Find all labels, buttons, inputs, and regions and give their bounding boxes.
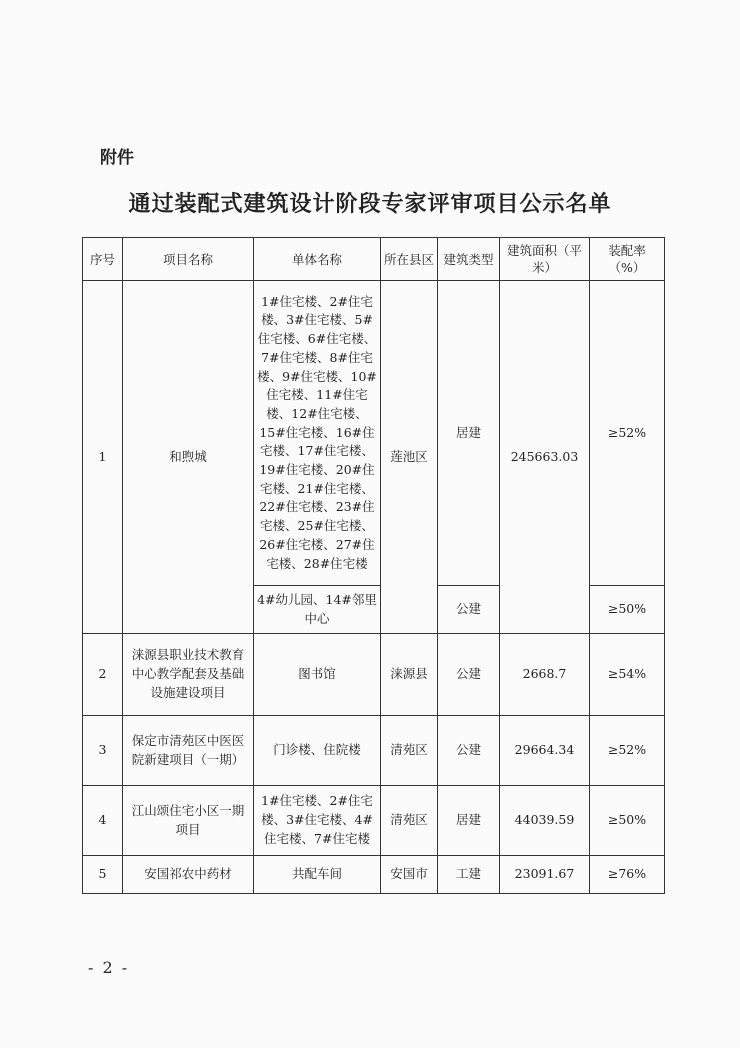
row-type: 公建 [438, 634, 500, 716]
row-project: 和煦城 [123, 281, 254, 634]
row-type: 工建 [438, 856, 500, 894]
row-rate: ≥52% [590, 281, 665, 586]
header-project: 项目名称 [123, 238, 254, 281]
row-unit: 共配车间 [254, 856, 381, 894]
row-no: 5 [83, 856, 123, 894]
row-type: 公建 [438, 716, 500, 786]
row-unit: 门诊楼、住院楼 [254, 716, 381, 786]
table-row [83, 786, 665, 856]
header-county: 所在县区 [381, 238, 438, 281]
row-project: 安国祁农中药材 [123, 856, 254, 894]
row-no: 2 [83, 634, 123, 716]
row-rate: ≥50% [590, 786, 665, 856]
row-unit: 4#幼儿园、14#邻里中心 [254, 586, 381, 634]
header-area: 建筑面积（平米） [500, 238, 590, 281]
row-rate: ≥54% [590, 634, 665, 716]
row-rate: ≥76% [590, 856, 665, 894]
header-no: 序号 [83, 238, 123, 281]
table-row [83, 634, 665, 716]
table-row [83, 856, 665, 894]
table-row [83, 716, 665, 786]
page-number: - 2 - [88, 958, 130, 977]
row-project: 保定市清苑区中医医院新建项目（一期） [123, 716, 254, 786]
row-area: 245663.03 [500, 281, 590, 634]
row-no: 1 [83, 281, 123, 634]
row-county: 清苑区 [381, 786, 438, 856]
row-type: 居建 [438, 281, 500, 586]
row-county: 安国市 [381, 856, 438, 894]
row-no: 4 [83, 786, 123, 856]
row-county: 涞源县 [381, 634, 438, 716]
header-unit: 单体名称 [254, 238, 381, 281]
row-rate: ≥52% [590, 716, 665, 786]
row-project: 江山颂住宅小区一期项目 [123, 786, 254, 856]
document-title: 通过装配式建筑设计阶段专家评审项目公示名单 [128, 191, 612, 217]
row-unit: 图书馆 [254, 634, 381, 716]
row-no: 3 [83, 716, 123, 786]
row-area: 29664.34 [500, 716, 590, 786]
row-rate: ≥50% [590, 586, 665, 634]
project-table [82, 237, 665, 894]
row-area: 2668.7 [500, 634, 590, 716]
row-county: 莲池区 [381, 281, 438, 634]
header-rate: 装配率（%） [590, 238, 665, 281]
row-type: 公建 [438, 586, 500, 634]
row-area: 44039.59 [500, 786, 590, 856]
table-row [83, 281, 665, 586]
row-unit: 1#住宅楼、2#住宅楼、3#住宅楼、5#住宅楼、6#住宅楼、7#住宅楼、8#住宅楼、9#住宅楼、10#住宅楼、11#住宅楼、12#住宅楼、15#住宅楼、16#住宅楼、17#住宅楼、19#住宅楼、20#住宅楼、21#住宅楼、22#住宅楼、23#住宅楼、25#住宅楼、26#住宅楼、27#住宅楼、28#住宅楼 [254, 281, 381, 586]
header-type: 建筑类型 [438, 238, 500, 281]
row-county: 清苑区 [381, 716, 438, 786]
row-unit: 1#住宅楼、2#住宅楼、3#住宅楼、4#住宅楼、7#住宅楼 [254, 786, 381, 856]
row-type: 居建 [438, 786, 500, 856]
row-area: 23091.67 [500, 856, 590, 894]
table-header-row [83, 238, 665, 281]
row-project: 涞源县职业技术教育中心教学配套及基础设施建设项目 [123, 634, 254, 716]
annex-label: 附件 [100, 148, 134, 168]
